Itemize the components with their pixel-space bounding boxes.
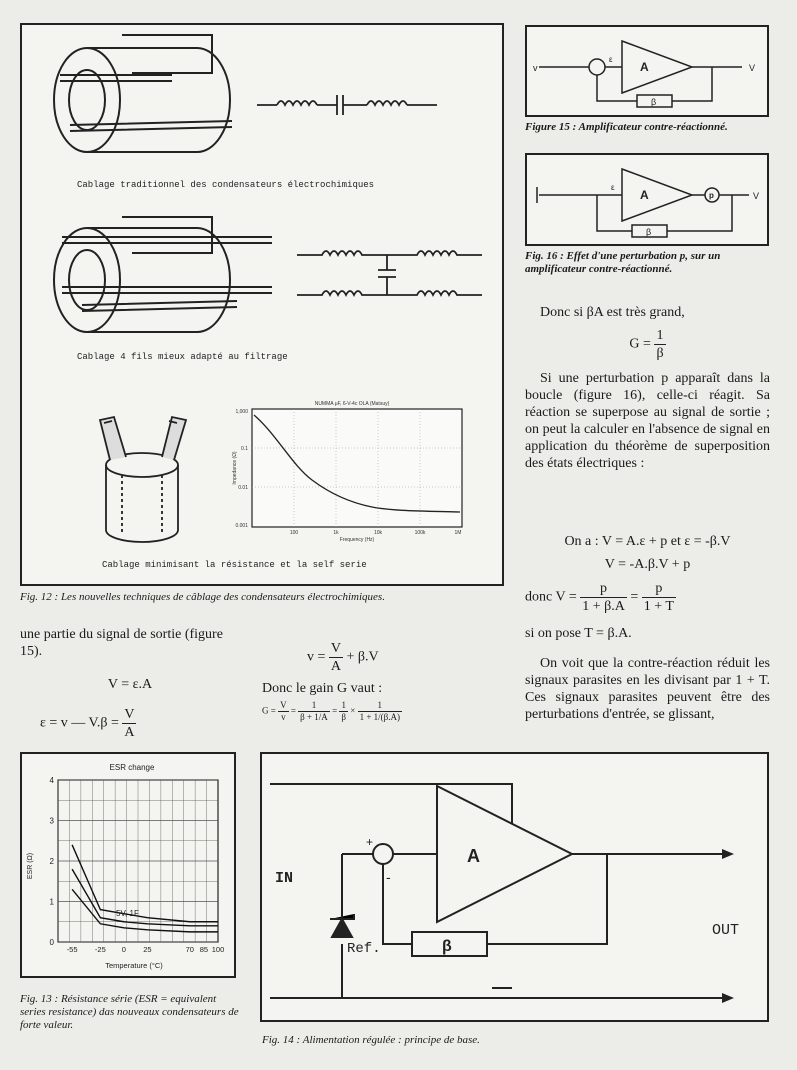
esr-xtick-3: 25 bbox=[143, 945, 152, 954]
mid-eq-gain bbox=[262, 700, 512, 723]
fig14-caption: Fig. 14 : Alimentation régulée : principe de base. bbox=[262, 1034, 480, 1046]
right-eq-ona: On a : V = A.ε + p et ε = -β.V bbox=[564, 534, 731, 549]
fig14-ref-label: Ref. bbox=[347, 941, 381, 957]
inset-xlabel: Frequency (Hz) bbox=[339, 537, 375, 543]
fig14-amp-label: A bbox=[467, 846, 480, 866]
fig12-label-traditional: Cablage traditionnel des condensateurs électrochimiques bbox=[77, 180, 375, 190]
inset-chart-title: NUMMA μF, 6-V-4c OLA (Matsuy) bbox=[314, 401, 390, 407]
fig14-frame bbox=[260, 752, 769, 1022]
capacitor-low-esr-illustration bbox=[100, 417, 186, 542]
capacitor-traditional-illustration bbox=[54, 35, 232, 152]
right-eq-donc-n2: p bbox=[642, 580, 676, 598]
mid-g-lhs: G = bbox=[262, 705, 276, 716]
mid-g-eq1: = bbox=[290, 705, 296, 716]
right-eq-donc-n1: p bbox=[580, 580, 627, 598]
fig15-frame bbox=[525, 25, 769, 117]
fig14-diagram bbox=[262, 754, 767, 1020]
coil-series-symbol bbox=[257, 95, 437, 115]
left-eq2-den: A bbox=[124, 725, 135, 740]
fig12-frame bbox=[20, 23, 504, 586]
right-eq-g-den: β bbox=[656, 346, 664, 361]
left-eq2-num: V bbox=[124, 707, 135, 722]
mid-g-frac1 bbox=[278, 700, 289, 723]
fig13-frame bbox=[20, 752, 236, 978]
right-eq-v: V = -A.β.V + p bbox=[604, 557, 691, 572]
impedance-chart bbox=[232, 401, 462, 543]
esr-ytick-3: 3 bbox=[49, 816, 54, 826]
mid-g-n2: 1 bbox=[298, 700, 330, 712]
inset-xtick-4: 1M bbox=[454, 530, 462, 536]
mid-eq-v-den: A bbox=[330, 659, 342, 674]
right-eq-si: si on pose T = β.A. bbox=[525, 626, 632, 641]
mid-g-times: × bbox=[350, 705, 356, 716]
esr-series-line-0 bbox=[72, 845, 218, 922]
inset-xtick-1: 1k bbox=[333, 530, 339, 536]
right-eq-donc-frac1 bbox=[580, 580, 627, 615]
mid-eq-v-frac bbox=[329, 640, 343, 675]
fig16-frame bbox=[525, 153, 769, 246]
inset-xtick-0: 100 bbox=[289, 530, 299, 536]
left-eq1: V = ε.A bbox=[107, 677, 153, 692]
fig16-eps-label: ε bbox=[611, 183, 615, 192]
inset-xtick-3: 100k bbox=[414, 530, 426, 536]
fig14-plus: + bbox=[366, 835, 374, 849]
mid-eq-v-rhs: + β.V bbox=[346, 649, 379, 665]
mid-eq-v-lhs: v = bbox=[307, 649, 326, 665]
esr-ytick-1: 1 bbox=[49, 897, 54, 907]
right-eq-g-frac bbox=[654, 327, 665, 362]
fig15-caption: Figure 15 : Amplificateur contre-réactionné. bbox=[525, 121, 728, 133]
fig16-caption: Fig. 16 : Effet d'une perturbation p, sur un amplificateur contre-réactionné. bbox=[525, 250, 721, 275]
right-eq-donc-eq: = bbox=[630, 589, 639, 605]
esr-ytick-4: 4 bbox=[49, 776, 54, 785]
fig16-amp-label: A bbox=[640, 188, 649, 202]
fig12-drawing bbox=[22, 25, 502, 585]
right-p3: On voit que la contre-réaction réduit les signaux parasites en les divisant par 1 + T. Ces signaux parasites peuvent être des perturbations d'entrée, se glissant, bbox=[525, 656, 770, 722]
right-eq-g bbox=[525, 327, 770, 362]
inset-xtick-2: 10k bbox=[373, 530, 383, 536]
mid-g-n3: 1 bbox=[339, 700, 348, 712]
mid-eq-v bbox=[307, 640, 507, 675]
left-eq2 bbox=[40, 706, 260, 741]
mid-g-eq2: = bbox=[332, 705, 338, 716]
right-p1: Donc si βA est très grand, bbox=[540, 305, 685, 320]
right-p2: Si une perturbation p apparaît dans la boucle (figure 16), celle-ci réagit. Sa réaction se superpose au signal de sortie ; on peut la calculer en l'absence de signal en application du théorème de superposition des états électriques : bbox=[525, 371, 770, 471]
esr-xtick-0: -55 bbox=[66, 945, 78, 954]
zener-diode-symbol bbox=[330, 914, 354, 937]
mid-g-frac2 bbox=[298, 700, 330, 723]
capacitor-four-wire-illustration bbox=[54, 217, 272, 332]
right-eq-donc-lhs: donc V = bbox=[525, 589, 577, 605]
fig15-out-label: V bbox=[749, 63, 756, 73]
fig15-in-label: v bbox=[533, 63, 538, 73]
esr-xticks bbox=[67, 945, 225, 954]
esr-ylabel: ESR (Ω) bbox=[27, 852, 34, 880]
fig15-diagram bbox=[527, 27, 767, 115]
fig16-diagram bbox=[527, 155, 767, 244]
left-eq2-frac bbox=[122, 706, 136, 741]
right-eq-donc-d1: 1 + β.A bbox=[582, 599, 625, 614]
esr-chart-title: ESR change bbox=[109, 763, 155, 772]
fig15-amp-label: A bbox=[640, 60, 649, 74]
fig12-caption: Fig. 12 : Les nouvelles techniques de câblage des condensateurs électrochimiques. bbox=[20, 591, 385, 603]
mid-g-frac3 bbox=[339, 700, 348, 723]
left-p1: une partie du signal de sortie (figure 15). bbox=[20, 627, 223, 659]
esr-xtick-2: 0 bbox=[121, 945, 126, 954]
fig15-beta-label: β bbox=[651, 97, 657, 107]
fig12-label-four-wire: Cablage 4 fils mieux adapté au filtrage bbox=[77, 352, 288, 362]
fig14-in-label: IN bbox=[275, 870, 294, 887]
esr-xtick-6: 100 bbox=[211, 945, 225, 954]
fig13-caption: Fig. 13 : Résistance série (ESR = equivalent series resistance) das nouveaux condensateurs de forte valeur. bbox=[20, 993, 239, 1031]
esr-xtick-5: 85 bbox=[199, 945, 209, 954]
right-eq-donc bbox=[525, 580, 770, 615]
mid-g-n1: V bbox=[280, 700, 287, 710]
fig16-beta-label: β bbox=[646, 227, 652, 237]
mid-g-d4: 1 + 1/(β.A) bbox=[359, 712, 400, 722]
fig15-eps-label: ε bbox=[609, 55, 613, 64]
fig14-beta-label: β bbox=[442, 938, 452, 955]
esr-xlabel: Temperature (°C) bbox=[105, 961, 163, 970]
right-eq-g-lhs: G = bbox=[629, 336, 651, 352]
esr-series bbox=[72, 845, 218, 932]
fig14-out-label: OUT bbox=[712, 922, 740, 939]
fig12-label-minimizing: Cablage minimisant la résistance et la self serie bbox=[102, 560, 367, 570]
right-eq-donc-d2: 1 + T bbox=[643, 599, 674, 614]
esr-xtick-1: -25 bbox=[94, 945, 106, 954]
esr-ytick-0: 0 bbox=[49, 938, 54, 947]
mid-g-d1: v bbox=[281, 712, 286, 722]
esr-ytick-2: 2 bbox=[49, 857, 54, 866]
inset-ytick-2: 0.01 bbox=[238, 485, 248, 491]
mid-p-gain: Donc le gain G vaut : bbox=[262, 681, 383, 696]
inset-ytick-1: 0.1 bbox=[241, 446, 248, 452]
right-eq-donc-frac2 bbox=[642, 580, 676, 615]
inset-ytick-3: 0.001 bbox=[235, 523, 248, 529]
esr-xtick-4: 70 bbox=[185, 945, 194, 954]
inset-ytick-0: 1,000 bbox=[235, 409, 248, 415]
mid-eq-v-num: V bbox=[330, 641, 342, 656]
esr-annotation: 5V, 1F bbox=[116, 909, 139, 918]
mid-g-n4: 1 bbox=[358, 700, 402, 712]
mid-g-d2: β + 1/A bbox=[300, 712, 328, 722]
right-eq-g-num: 1 bbox=[654, 327, 665, 345]
esr-chart bbox=[22, 754, 234, 976]
left-eq2-lhs: ε = v — V.β = bbox=[40, 715, 119, 731]
fig14-minus: - bbox=[386, 869, 391, 885]
esr-yticks bbox=[50, 776, 55, 947]
coil-filter-symbol bbox=[297, 251, 482, 295]
fig16-out-label: V bbox=[753, 191, 760, 201]
inset-ylabel: Impedance (Ω) bbox=[232, 451, 238, 485]
mid-g-frac4 bbox=[358, 700, 402, 723]
fig16-p-label: p bbox=[709, 191, 714, 200]
mid-g-d3: β bbox=[341, 712, 346, 722]
